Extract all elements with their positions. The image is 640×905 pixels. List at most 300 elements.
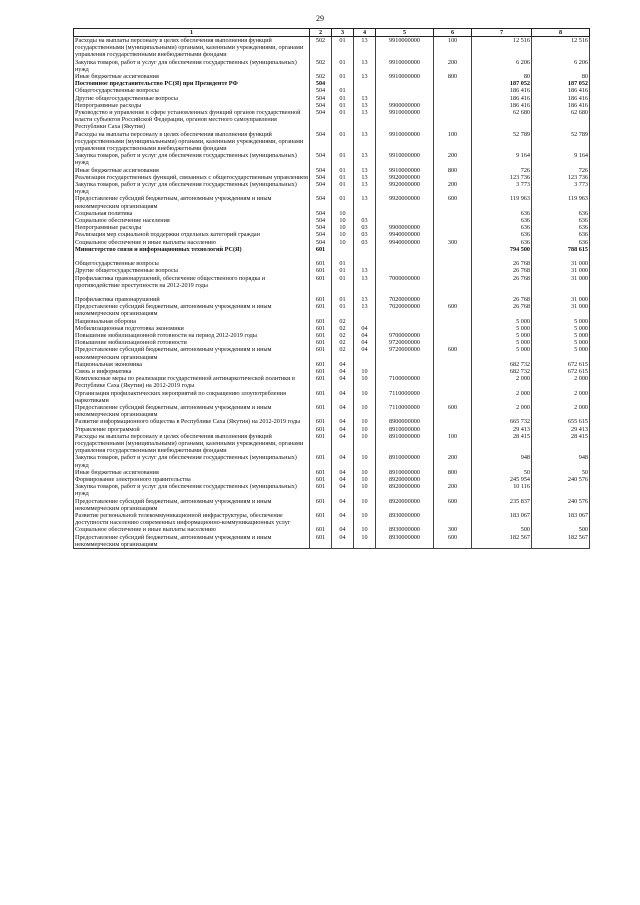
- row-code-target: [376, 80, 434, 87]
- row-code-target: 9910000000: [376, 73, 434, 80]
- row-amount-year-1: 636: [472, 210, 532, 217]
- row-code-target: 9910000000: [376, 152, 434, 166]
- row-code-expense-type: 200: [434, 152, 472, 166]
- row-code-expense-type: [434, 289, 472, 296]
- row-code-target: [376, 95, 434, 102]
- row-code-ministry: [310, 253, 332, 260]
- row-amount-year-1: 2 000: [472, 375, 532, 389]
- row-code-section: 10: [332, 239, 354, 246]
- row-amount-year-1: 186 416: [472, 102, 532, 109]
- row-code-subsection: 13: [354, 167, 376, 174]
- row-code-section: 01: [332, 267, 354, 274]
- row-code-section: 01: [332, 73, 354, 80]
- row-amount-year-2: [532, 253, 590, 260]
- row-code-target: 8930000000: [376, 534, 434, 549]
- row-amount-year-2: 240 576: [532, 498, 590, 512]
- row-amount-year-1: 682 732: [472, 368, 532, 375]
- row-code-section: 01: [332, 59, 354, 73]
- row-code-section: 01: [332, 131, 354, 153]
- row-code-expense-type: [434, 174, 472, 181]
- row-code-ministry: 601: [310, 368, 332, 375]
- row-code-target: 9940000000: [376, 239, 434, 246]
- column-header: 5: [376, 29, 434, 37]
- row-code-section: 01: [332, 195, 354, 209]
- row-amount-year-2: 5 000: [532, 339, 590, 346]
- row-code-ministry: 504: [310, 87, 332, 94]
- row-description: Другие общегосударственные вопросы: [74, 95, 310, 102]
- table-row: [74, 87, 590, 94]
- row-code-target: 8920000000: [376, 483, 434, 497]
- row-amount-year-2: 31 000: [532, 267, 590, 274]
- row-code-subsection: 10: [354, 375, 376, 389]
- row-code-section: 01: [332, 303, 354, 317]
- row-code-section: 01: [332, 174, 354, 181]
- row-code-expense-type: [434, 87, 472, 94]
- row-amount-year-1: 682 732: [472, 361, 532, 368]
- row-code-expense-type: [434, 296, 472, 303]
- table-row: [74, 289, 590, 296]
- row-code-subsection: 10: [354, 433, 376, 455]
- row-code-target: 9920000000: [376, 174, 434, 181]
- table-row: [74, 267, 590, 274]
- table-row: [74, 239, 590, 246]
- row-code-section: 01: [332, 181, 354, 195]
- row-code-subsection: 10: [354, 534, 376, 549]
- table-row: [74, 80, 590, 87]
- table-row: [74, 512, 590, 526]
- row-amount-year-2: 2 000: [532, 390, 590, 404]
- row-code-expense-type: 300: [434, 239, 472, 246]
- table-row: [74, 275, 590, 289]
- row-amount-year-2: 80: [532, 73, 590, 80]
- row-amount-year-1: 26 768: [472, 296, 532, 303]
- table-row: [74, 534, 590, 549]
- row-amount-year-1: 12 516: [472, 37, 532, 59]
- row-code-subsection: 03: [354, 224, 376, 231]
- row-amount-year-2: 52 789: [532, 131, 590, 153]
- row-code-section: 04: [332, 454, 354, 468]
- row-code-expense-type: [434, 476, 472, 483]
- row-description: Управление программой: [74, 426, 310, 433]
- row-amount-year-2: 636: [532, 224, 590, 231]
- row-description: Закупка товаров, работ и услуг для обеспечения государственных (муниципальных) нужд: [74, 181, 310, 195]
- row-description: Расходы на выплаты персоналу в целях обеспечения выполнения функций государственными (муниципальными) органами, казенными учреждениями, органами управления государственными внебюджетными фондами: [74, 433, 310, 455]
- table-row: [74, 498, 590, 512]
- table-row: [74, 231, 590, 238]
- row-code-ministry: 504: [310, 102, 332, 109]
- row-code-target: 7100000000: [376, 375, 434, 389]
- row-code-ministry: 601: [310, 469, 332, 476]
- row-amount-year-2: 500: [532, 526, 590, 533]
- row-amount-year-2: 655 615: [532, 418, 590, 425]
- row-code-section: 01: [332, 296, 354, 303]
- row-description: Предоставление субсидий бюджетным, автономным учреждениям и иным некоммерческим организациям: [74, 404, 310, 418]
- row-code-expense-type: [434, 318, 472, 325]
- row-code-subsection: [354, 260, 376, 267]
- row-code-target: 9720000000: [376, 339, 434, 346]
- row-code-section: 01: [332, 167, 354, 174]
- row-code-ministry: 601: [310, 433, 332, 455]
- row-code-subsection: 13: [354, 102, 376, 109]
- row-code-subsection: 10: [354, 404, 376, 418]
- table-row: [74, 102, 590, 109]
- row-code-ministry: 504: [310, 131, 332, 153]
- row-amount-year-2: 183 067: [532, 512, 590, 526]
- row-code-section: 01: [332, 37, 354, 59]
- row-description: Другие общегосударственные вопросы: [74, 267, 310, 274]
- table-row: [74, 181, 590, 195]
- row-code-ministry: 601: [310, 476, 332, 483]
- row-amount-year-2: 28 415: [532, 433, 590, 455]
- row-code-ministry: 601: [310, 512, 332, 526]
- table-row: [74, 296, 590, 303]
- table-row: [74, 404, 590, 418]
- row-description: Профилактика правонарушений: [74, 296, 310, 303]
- table-row: [74, 483, 590, 497]
- row-code-subsection: 10: [354, 483, 376, 497]
- row-description: Социальная политика: [74, 210, 310, 217]
- row-description: Непрограммные расходы: [74, 102, 310, 109]
- row-code-ministry: 502: [310, 37, 332, 59]
- row-code-expense-type: [434, 217, 472, 224]
- row-code-section: 04: [332, 426, 354, 433]
- row-code-expense-type: 100: [434, 131, 472, 153]
- row-code-expense-type: [434, 109, 472, 131]
- row-description: Предоставление субсидий бюджетным, автономным учреждениям и иным некоммерческим организациям: [74, 195, 310, 209]
- table-row: [74, 174, 590, 181]
- row-amount-year-2: 5 000: [532, 332, 590, 339]
- row-code-expense-type: [434, 246, 472, 253]
- budget-table: [73, 28, 590, 549]
- row-code-target: 9940000000: [376, 231, 434, 238]
- row-code-subsection: [354, 80, 376, 87]
- row-amount-year-2: 726: [532, 167, 590, 174]
- row-code-subsection: 10: [354, 469, 376, 476]
- row-code-section: 01: [332, 95, 354, 102]
- row-code-ministry: [310, 289, 332, 296]
- row-code-ministry: 601: [310, 404, 332, 418]
- row-code-expense-type: [434, 375, 472, 389]
- row-code-subsection: [354, 361, 376, 368]
- row-code-subsection: 10: [354, 418, 376, 425]
- row-code-section: 04: [332, 498, 354, 512]
- column-header: 3: [332, 29, 354, 37]
- row-amount-year-2: 948: [532, 454, 590, 468]
- row-description: Закупка товаров, работ и услуг для обеспечения государственных (муниципальных) нужд: [74, 483, 310, 497]
- row-code-subsection: 13: [354, 109, 376, 131]
- row-code-expense-type: [434, 512, 472, 526]
- table-row: [74, 332, 590, 339]
- row-code-section: 04: [332, 512, 354, 526]
- table-row: [74, 390, 590, 404]
- row-code-section: 01: [332, 152, 354, 166]
- row-amount-year-1: 26 768: [472, 275, 532, 289]
- row-amount-year-1: 794 500: [472, 246, 532, 253]
- row-amount-year-1: 28 415: [472, 433, 532, 455]
- row-code-subsection: [354, 289, 376, 296]
- row-description: Иные бюджетные ассигнования: [74, 469, 310, 476]
- row-code-expense-type: [434, 260, 472, 267]
- row-amount-year-2: 29 413: [532, 426, 590, 433]
- row-code-target: 9910000000: [376, 59, 434, 73]
- row-amount-year-1: 636: [472, 231, 532, 238]
- row-code-section: 04: [332, 534, 354, 549]
- row-amount-year-2: 123 736: [532, 174, 590, 181]
- row-amount-year-2: [532, 289, 590, 296]
- row-description: Реализация государственных функций, связанных с общегосударственным управлением: [75, 173, 308, 181]
- row-amount-year-2: 186 416: [532, 102, 590, 109]
- row-code-expense-type: 800: [434, 73, 472, 80]
- row-amount-year-1: 187 052: [472, 80, 532, 87]
- row-code-expense-type: 600: [434, 346, 472, 360]
- table-body: [74, 37, 590, 549]
- row-code-section: [332, 253, 354, 260]
- table-row: [74, 253, 590, 260]
- row-code-target: [376, 361, 434, 368]
- row-code-target: 9910000000: [376, 109, 434, 131]
- row-code-target: 8920000000: [376, 476, 434, 483]
- row-code-expense-type: 100: [434, 37, 472, 59]
- row-code-target: 9900000000: [376, 224, 434, 231]
- row-code-ministry: 601: [310, 375, 332, 389]
- row-code-subsection: 03: [354, 217, 376, 224]
- row-code-subsection: 13: [354, 131, 376, 153]
- row-amount-year-2: 636: [532, 217, 590, 224]
- row-description: Предоставление субсидий бюджетным, автономным учреждениям и иным некоммерческим организациям: [74, 498, 310, 512]
- row-amount-year-1: 5 000: [472, 325, 532, 332]
- row-code-expense-type: [434, 267, 472, 274]
- table-row: [74, 95, 590, 102]
- row-amount-year-1: 9 164: [472, 152, 532, 166]
- row-code-subsection: 13: [354, 267, 376, 274]
- row-code-subsection: 10: [354, 454, 376, 468]
- row-code-expense-type: 200: [434, 483, 472, 497]
- row-amount-year-2: 9 164: [532, 152, 590, 166]
- row-code-section: [332, 80, 354, 87]
- row-amount-year-2: 186 416: [532, 87, 590, 94]
- row-description: Повышение мобилизационной готовности: [74, 339, 310, 346]
- row-code-section: 04: [332, 526, 354, 533]
- row-code-subsection: 10: [354, 526, 376, 533]
- row-code-target: 8900000000: [376, 418, 434, 425]
- row-code-expense-type: 200: [434, 454, 472, 468]
- row-amount-year-1: 665 732: [472, 418, 532, 425]
- row-description: Руководство и управление в сфере установленных функций органов государственной власти субъектов Российской Федерации, органов местного самоуправления Республики Саха (Якутия): [74, 109, 310, 131]
- row-code-section: 10: [332, 210, 354, 217]
- row-amount-year-1: 500: [472, 526, 532, 533]
- row-amount-year-1: 636: [472, 224, 532, 231]
- row-amount-year-1: 235 837: [472, 498, 532, 512]
- row-amount-year-1: 26 768: [472, 303, 532, 317]
- row-amount-year-1: 2 000: [472, 390, 532, 404]
- row-code-ministry: 601: [310, 483, 332, 497]
- row-code-section: 04: [332, 418, 354, 425]
- row-code-expense-type: 600: [434, 195, 472, 209]
- row-description: Иные бюджетные ассигнования: [74, 167, 310, 174]
- row-amount-year-1: 123 736: [472, 174, 532, 181]
- row-code-section: 04: [332, 404, 354, 418]
- row-code-expense-type: [434, 361, 472, 368]
- row-code-target: [376, 260, 434, 267]
- row-description: [74, 253, 310, 260]
- table-row: [74, 303, 590, 317]
- row-code-expense-type: [434, 339, 472, 346]
- row-code-target: 9910000000: [376, 167, 434, 174]
- row-code-subsection: 10: [354, 426, 376, 433]
- row-code-subsection: [354, 246, 376, 253]
- table-row: [74, 476, 590, 483]
- row-code-section: 02: [332, 318, 354, 325]
- row-code-section: 04: [332, 375, 354, 389]
- row-amount-year-1: 5 000: [472, 318, 532, 325]
- row-description: Национальная экономика: [74, 361, 310, 368]
- row-code-section: 04: [332, 476, 354, 483]
- table-row: [74, 73, 590, 80]
- row-description: Постоянное представительство РС(Я) при Президенте РФ: [74, 80, 310, 87]
- row-amount-year-1: 182 567: [472, 534, 532, 549]
- row-code-target: 8930000000: [376, 526, 434, 533]
- row-description: Повышение мобилизационной готовности на период 2012-2019 годы: [74, 332, 310, 339]
- row-amount-year-1: 3 773: [472, 181, 532, 195]
- row-code-ministry: 601: [310, 526, 332, 533]
- row-code-ministry: 601: [310, 275, 332, 289]
- row-code-subsection: 13: [354, 152, 376, 166]
- row-code-expense-type: [434, 332, 472, 339]
- row-description: Расходы на выплаты персоналу в целях обеспечения выполнения функций государственными (муниципальными) органами, казенными учреждениями, органами управления государственными внебюджетными фондами: [74, 37, 310, 59]
- table-row: [74, 346, 590, 360]
- row-description: Национальная оборона: [74, 318, 310, 325]
- row-code-subsection: [354, 318, 376, 325]
- row-code-target: 8910000000: [376, 433, 434, 455]
- row-code-subsection: 13: [354, 303, 376, 317]
- row-code-subsection: 03: [354, 231, 376, 238]
- row-code-ministry: 601: [310, 260, 332, 267]
- row-amount-year-1: [472, 289, 532, 296]
- table-row: [74, 368, 590, 375]
- row-code-target: 7020000000: [376, 303, 434, 317]
- row-code-section: [332, 246, 354, 253]
- column-header: 2: [310, 29, 332, 37]
- table-row: [74, 224, 590, 231]
- row-code-subsection: 10: [354, 390, 376, 404]
- row-code-target: 9920000000: [376, 195, 434, 209]
- row-description: Комплексные меры по реализации государственной антинаркотической политики в Республике Саха (Якутия) на 2012-2019 годы: [74, 375, 310, 389]
- row-code-target: 9720000000: [376, 346, 434, 360]
- row-code-subsection: 04: [354, 346, 376, 360]
- table-row: [74, 469, 590, 476]
- row-amount-year-1: 636: [472, 217, 532, 224]
- row-amount-year-1: 245 954: [472, 476, 532, 483]
- table-row: [74, 318, 590, 325]
- column-header: 7: [472, 29, 532, 37]
- row-code-ministry: 601: [310, 339, 332, 346]
- row-code-subsection: 13: [354, 195, 376, 209]
- row-amount-year-2: 672 615: [532, 361, 590, 368]
- row-code-ministry: 601: [310, 246, 332, 253]
- row-code-section: 10: [332, 231, 354, 238]
- row-code-target: 7110000000: [376, 404, 434, 418]
- row-code-ministry: 601: [310, 318, 332, 325]
- row-code-target: 7020000000: [376, 296, 434, 303]
- row-code-ministry: 504: [310, 174, 332, 181]
- row-amount-year-2: 5 000: [532, 346, 590, 360]
- row-amount-year-1: 50: [472, 469, 532, 476]
- row-code-ministry: 504: [310, 224, 332, 231]
- row-amount-year-2: 31 000: [532, 303, 590, 317]
- table-row: [74, 246, 590, 253]
- row-code-subsection: 13: [354, 73, 376, 80]
- row-code-target: [376, 246, 434, 253]
- row-code-expense-type: 600: [434, 303, 472, 317]
- row-code-subsection: 03: [354, 239, 376, 246]
- row-description: Развитие информационного общества в Республике Саха (Якутия) на 2012-2019 годы: [74, 418, 310, 425]
- table-row: [74, 454, 590, 468]
- row-code-expense-type: 200: [434, 181, 472, 195]
- row-code-ministry: 601: [310, 498, 332, 512]
- row-code-subsection: 13: [354, 37, 376, 59]
- row-amount-year-1: 6 206: [472, 59, 532, 73]
- row-amount-year-2: 186 416: [532, 95, 590, 102]
- row-amount-year-2: 5 000: [532, 318, 590, 325]
- row-amount-year-2: 3 773: [532, 181, 590, 195]
- row-description: Профилактика правонарушений, обеспечение общественного порядка и противодействие преступности на 2012-2019 годы: [74, 275, 310, 289]
- column-header: 1: [74, 29, 310, 37]
- row-description: Закупка товаров, работ и услуг для обеспечения государственных (муниципальных) нужд: [74, 59, 310, 73]
- row-description: Социальное обеспечение и иные выплаты населению: [74, 526, 310, 533]
- row-code-section: 01: [332, 260, 354, 267]
- row-amount-year-2: 31 000: [532, 260, 590, 267]
- row-code-section: 10: [332, 224, 354, 231]
- row-code-expense-type: 800: [434, 469, 472, 476]
- row-code-subsection: 13: [354, 181, 376, 195]
- row-description: Закупка товаров, работ и услуг для обеспечения государственных (муниципальных) нужд: [74, 454, 310, 468]
- row-code-ministry: 601: [310, 332, 332, 339]
- row-code-target: 7000000000: [376, 275, 434, 289]
- table-row: [74, 361, 590, 368]
- row-code-ministry: 601: [310, 303, 332, 317]
- row-description: Мобилизационная подготовка экономики: [74, 325, 310, 332]
- row-code-expense-type: 600: [434, 404, 472, 418]
- row-code-subsection: [354, 253, 376, 260]
- row-code-section: 02: [332, 339, 354, 346]
- table-row: [74, 131, 590, 153]
- row-amount-year-2: 636: [532, 239, 590, 246]
- row-code-ministry: 601: [310, 454, 332, 468]
- row-code-ministry: 601: [310, 267, 332, 274]
- row-code-section: 01: [332, 87, 354, 94]
- row-amount-year-2: 187 052: [532, 80, 590, 87]
- table-row: [74, 210, 590, 217]
- row-description: Иные бюджетные ассигнования: [74, 73, 310, 80]
- row-amount-year-1: 119 963: [472, 195, 532, 209]
- row-code-expense-type: [434, 325, 472, 332]
- row-amount-year-2: 2 000: [532, 404, 590, 418]
- row-amount-year-2: 2 000: [532, 375, 590, 389]
- row-code-target: [376, 325, 434, 332]
- row-code-subsection: 13: [354, 275, 376, 289]
- row-code-section: 04: [332, 368, 354, 375]
- row-amount-year-2: 6 206: [532, 59, 590, 73]
- row-amount-year-1: 186 416: [472, 95, 532, 102]
- row-code-subsection: 04: [354, 339, 376, 346]
- row-code-expense-type: 600: [434, 498, 472, 512]
- row-amount-year-2: 240 576: [532, 476, 590, 483]
- row-code-section: 01: [332, 102, 354, 109]
- row-description: Предоставление субсидий бюджетным, автономным учреждениям и иным некоммерческим организациям: [74, 303, 310, 317]
- row-amount-year-2: 182 567: [532, 534, 590, 549]
- row-amount-year-1: 29 413: [472, 426, 532, 433]
- row-description: Общегосударственные вопросы: [74, 260, 310, 267]
